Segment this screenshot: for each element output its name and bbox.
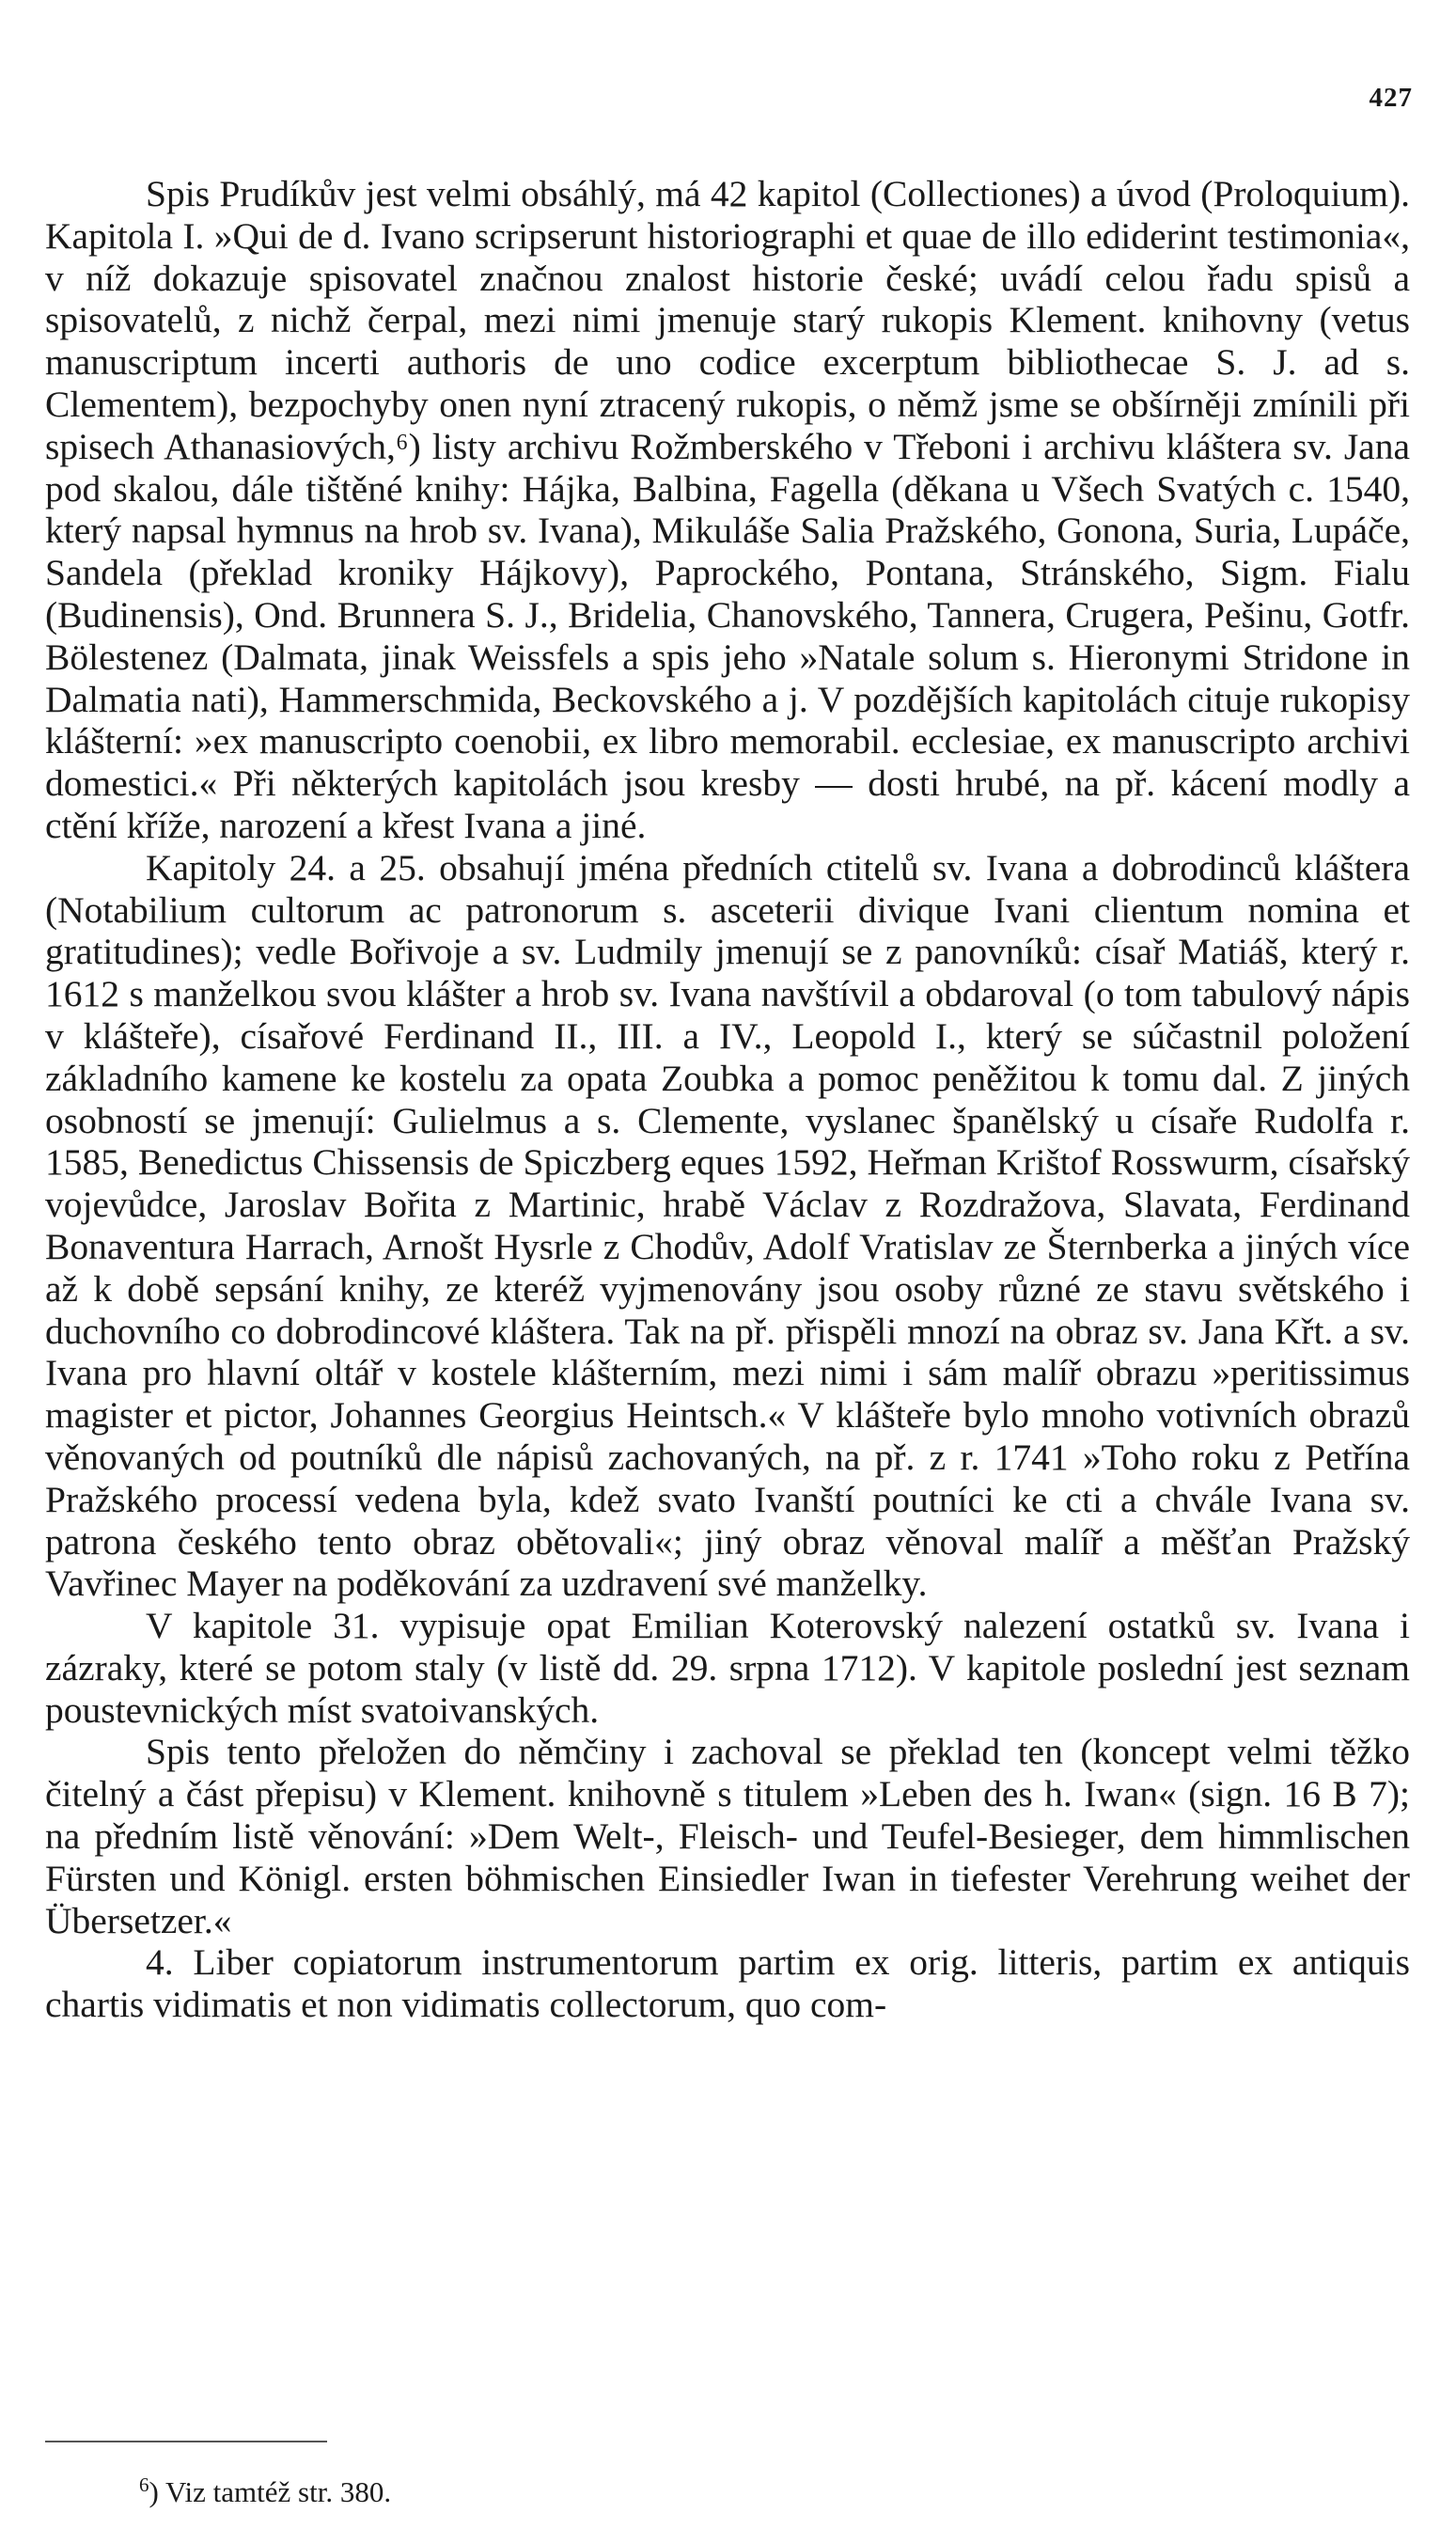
footnote xyxy=(139,2473,391,2509)
footnote-text: Viz tamtéž str. 380. xyxy=(165,2475,392,2508)
paragraph-3: V kapitole 31. vypisuje opat Emilian Koterovský nalezení ostatků sv. Ivana i zázraky, které se potom staly (v listě dd. 29. srpna 1712). V kapitole poslední jest seznam poustevnických míst svatoivanských. xyxy=(45,1605,1410,1731)
body-text xyxy=(45,173,1410,2026)
paragraph-5: 4. Liber copiatorum instrumentorum partim ex orig. litteris, partim ex antiquis chartis vidimatis et non vidimatis collectorum, quo com- xyxy=(45,1941,1410,2026)
footnote-mark: 6 xyxy=(139,2473,149,2496)
footnote-divider xyxy=(45,2441,327,2442)
page-number: 427 xyxy=(1369,83,1413,113)
paragraph-1: Spis Prudíkův jest velmi obsáhlý, má 42 kapitol (Collectiones) a úvod (Proloquium). Kapitola I. »Qui de d. Ivano scripserunt historiographi et quae de illo ediderint testimonia«, v níž dokazuje spisovatel značnou znalost historie české; uvádí celou řadu spisů a spisovatelů, z nichž čerpal, mezi nimi jmenuje starý rukopis Klement. knihovny (vetus manuscriptum incerti authoris de uno codice excerptum bibliothecae S. J. ad s. Clementem), bezpochyby onen nyní ztracený rukopis, o němž jsme se obšírněji zmínili při spisech Athanasiových,⁶) listy archivu Rožmberského v Třeboni i archivu kláštera sv. Jana pod skalou, dále tištěné knihy: Hájka, Balbina, Fagella (děkana u Všech Svatých c. 1540, který napsal hymnus na hrob sv. Ivana), Mikuláše Salia Pražského, Gonona, Suria, Lupáče, Sandela (překlad kroniky Hájkovy), Paprockého, Pontana, Stránského, Sigm. Fialu (Budinensis), Ond. Brunnera S. J., Bridelia, Chanovského, Tannera, Crugera, Pešinu, Gotfr. Bölestenez (Dalmata, jinak Weissfels a spis jeho »Natale solum s. Hieronymi Stridone in Dalmatia nati), Hammerschmida, Beckovského a j. V pozdějších kapitolách cituje rukopisy klášterní: »ex manuscripto coenobii, ex libro memorabil. ecclesiae, ex manuscripto archivi domestici.« Při některých kapitolách jsou kresby — dosti hrubé, na př. kácení modly a ctění kříže, narození a křest Ivana a jiné. xyxy=(45,173,1410,846)
footnote-paren: ) xyxy=(149,2475,159,2508)
paragraph-2: Kapitoly 24. a 25. obsahují jména předních ctitelů sv. Ivana a dobrodinců kláštera (Notabilium cultorum ac patronorum s. asceterii divique Ivani clientum nomina et gratitudines); vedle Bořivoje a sv. Ludmily jmenují se z panovníků: císař Matiáš, který r. 1612 s manželkou svou klášter a hrob sv. Ivana navštívil a obdaroval (o tom tabulový nápis v klášteře), císařové Ferdinand II., III. a IV., Leopold I., který se súčastnil položení základního kamene ke kostelu za opata Zoubka a pomoc peněžitou k tomu dal. Z jiných osobností se jmenují: Gulielmus a s. Clemente, vyslanec španělský u císaře Rudolfa r. 1585, Benedictus Chissensis de Spiczberg eques 1592, Heřman Krištof Rosswurm, císařský vojevůdce, Jaroslav Bořita z Martinic, hrabě Václav z Rozdražova, Slavata, Ferdinand Bonaventura Harrach, Arnošt Hysrle z Chodův, Adolf Vratislav ze Šternberka a jiných více až k době sepsání knihy, ze kteréž vyjmenovány jsou osoby různé ze stavu světského i duchovního co dobrodincové kláštera. Tak na př. přispěli mnozí na obraz sv. Jana Křt. a sv. Ivana pro hlavní oltář v kostele klášterním, mezi nimi i sám malíř obrazu »peritissimus magister et pictor, Johannes Georgius Heintsch.« V klášteře bylo mnoho votivních obrazů věnovaných od poutníků dle nápisů zachovaných, na př. z r. 1741 »Toho roku z Petřína Pražského processí vedena byla, kdež svato Ivanští poutníci ke cti a chvále Ivana sv. patrona českého tento obraz obětovali«; jiný obraz věnoval malíř a měšťan Pražský Vavřinec Mayer na poděkování za uzdravení své manželky. xyxy=(45,846,1410,1605)
paragraph-4: Spis tento přeložen do němčiny i zachoval se překlad ten (koncept velmi těžko čitelný a část přepisu) v Klement. knihovně s titulem »Leben des h. Iwan« (sign. 16 B 7); na předním listě věnování: »Dem Welt-, Fleisch- und Teufel-Besieger, dem himmlischen Fürsten und Königl. ersten böhmischen Einsiedler Iwan in tiefester Verehrung weihet der Übersetzer.« xyxy=(45,1731,1410,1941)
